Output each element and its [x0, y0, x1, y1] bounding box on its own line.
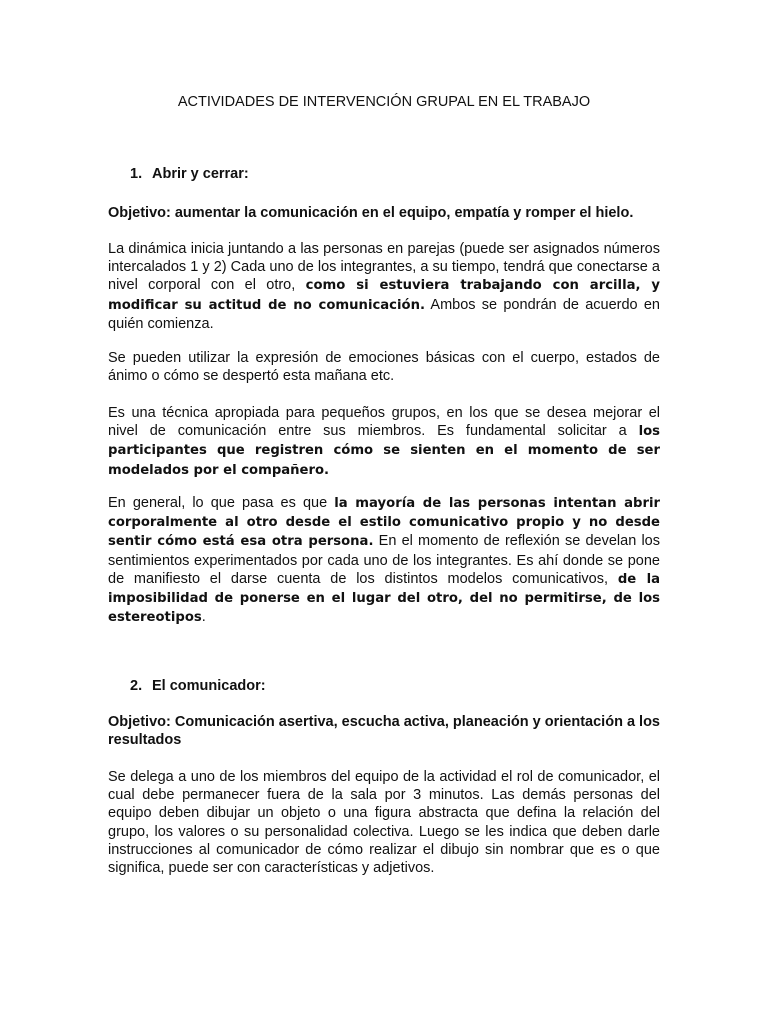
section-1-paragraph-1	[108, 240, 660, 333]
text-run: En el momento de reflexión se develan los sentimientos experimentados por cada uno de los integrantes. Es ahí donde se pone de manifiesto el darse cuenta de los distintos modelos comunicativos,	[108, 533, 660, 587]
bold-text-run: de la imposibilidad de ponerse en el lugar del otro, del no permitirse, de los estereotipos	[108, 571, 660, 626]
section-1-paragraph-4	[108, 494, 660, 627]
text-run: En general, lo que pasa es que	[108, 495, 335, 511]
section-2-title: El comunicador:	[152, 678, 266, 694]
section-2-number: 2.	[130, 678, 143, 694]
bold-text-run: como si estuviera trabajando con arcilla, y modificar su actitud de no comunicación.	[108, 278, 661, 313]
text-run: La dinámica inicia juntando a las personas en parejas (puede ser asignados números intercalados 1 y 2) Cada uno de los integrantes, a su tiempo, tendrá que conectarse a nivel corporal con el otro,	[108, 241, 660, 294]
bold-text-run: los participantes que registren cómo se sienten en el momento de ser modelados por el compañero.	[108, 424, 660, 478]
section-2-heading	[130, 677, 266, 695]
section-1-heading	[130, 165, 249, 183]
text-run: .	[201, 609, 206, 626]
section-1-paragraph-2: Se pueden utilizar la expresión de emociones básicas con el cuerpo, estados de ánimo o cómo se despertó esta mañana etc.	[108, 350, 660, 385]
section-1-title: Abrir y cerrar:	[152, 166, 249, 182]
text-run: Es una técnica apropiada para pequeños grupos, en los que se desea mejorar el nivel de comunicación entre sus miembros. Es fundamental solicitar a	[108, 405, 660, 440]
bold-text-run: la mayoría de las personas intentan abrir corporalmente al otro desde el estilo comunicativo propio y no desde sentir cómo está esa otra persona.	[108, 496, 660, 550]
section-1-objective: Objetivo: aumentar la comunicación en el equipo, empatía y romper el hielo.	[108, 205, 634, 221]
section-2-paragraph-1: Se delega a uno de los miembros del equipo de la actividad el rol de comunicador, el cual debe permanecer fuera de la sala por 3 minutos. Las demás personas del equipo deben dibujar un objeto o una figura abstracta que defina la relación del grupo, los valores o su personalidad colectiva. Luego se les indica que deben darle instrucciones al comunicador de cómo realizar el dibujo sin nombrar que es o que significa, puede ser con características y adjetivos.	[108, 769, 660, 877]
text-run: Ambos se pondrán de acuerdo en quién comienza.	[108, 296, 660, 332]
section-2-objective: Objetivo: Comunicación asertiva, escucha activa, planeación y orientación a los resultados	[108, 714, 660, 749]
document-title: ACTIVIDADES DE INTERVENCIÓN GRUPAL EN EL TRABAJO	[177, 94, 591, 110]
section-1-paragraph-3	[108, 404, 660, 480]
section-1-number: 1.	[130, 166, 143, 182]
